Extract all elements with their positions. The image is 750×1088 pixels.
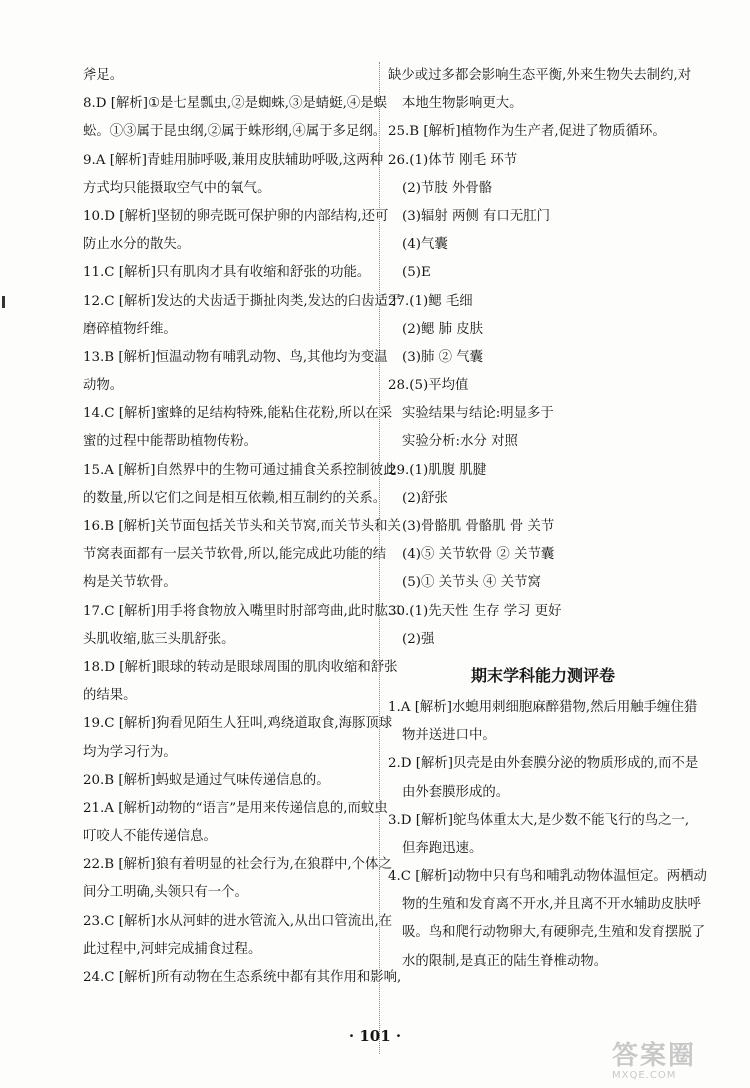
answer-30: 30.(1)先天性 生存 学习 更好 <box>388 603 562 619</box>
watermark-url: MXQE.COM <box>612 1070 677 1081</box>
text-line: 均为学习行为。 <box>83 744 177 760</box>
text-line: 水的限制,是真正的陆生脊椎动物。 <box>402 953 608 969</box>
sub-answer: (4)⑤ 关节软骨 ② 关节囊 <box>402 547 555 563</box>
answer-1: 1.A [解析]水螅用刺细胞麻醉猎物,然后用触手缠住猎 <box>388 699 698 715</box>
sub-answer: 实验结果与结论:明显多于 <box>402 406 554 422</box>
answer-25: 25.B [解析]植物作为生产者,促进了物质循环。 <box>388 124 666 140</box>
text-line: 方式均只能摄取空气中的氧气。 <box>83 180 271 196</box>
watermark-logo <box>612 1042 750 1088</box>
text-line: 物并送进口中。 <box>402 728 496 744</box>
answer-19: 19.C [解析]狗看见陌生人狂叫,鸡绕道取食,海豚顶球 <box>83 716 393 732</box>
text-line: 叮咬人不能传递信息。 <box>83 829 217 845</box>
sub-answer: (2)节肢 外骨骼 <box>402 180 493 196</box>
scan-edge-mark <box>2 296 5 308</box>
answer-8: 8.D [解析]①是七星瓢虫,②是蜘蛛,③是蜻蜓,④是蜈 <box>83 96 388 112</box>
sub-answer: (2)舒张 <box>402 490 448 506</box>
answer-28: 28.(5)平均值 <box>388 378 469 394</box>
text-line: 构是关节软骨。 <box>83 575 177 591</box>
text-line: 缺少或过多都会影响生态平衡,外来生物失去制约,对 <box>388 68 692 83</box>
sub-answer: (4)气囊 <box>402 237 448 253</box>
answer-15: 15.A [解析]自然界中的生物可通过捕食关系控制彼此 <box>83 462 397 478</box>
text-line: 防止水分的散失。 <box>83 237 191 253</box>
sub-answer: (2)鳃 肺 皮肤 <box>402 321 484 337</box>
page-number: · 101 · <box>348 1027 402 1045</box>
text-line: 节窝表面都有一层关节软骨,所以,能完成此功能的结 <box>83 547 387 563</box>
left-column <box>83 62 402 992</box>
answer-26: 26.(1)体节 刚毛 环节 <box>388 152 518 168</box>
right-column <box>388 62 707 976</box>
answer-27: 27.(1)鳃 毛细 <box>388 293 473 309</box>
answer-3: 3.D [解析]鸵鸟体重太大,是少数不能飞行的鸟之一, <box>388 812 690 828</box>
text-line: 本地生物影响更大。 <box>402 96 523 112</box>
answer-4: 4.C [解析]动物中只有鸟和哺乳动物体温恒定。两栖动 <box>388 869 707 885</box>
answer-24: 24.C [解析]所有动物在生态系统中都有其作用和影响, <box>83 970 402 985</box>
text-line: 动物。 <box>83 378 124 394</box>
answer-9: 9.A [解析]青蛙用肺呼吸,兼用皮肤辅助呼吸,这两种 <box>83 152 384 168</box>
sub-answer: (3)肺 ② 气囊 <box>402 349 484 365</box>
column-divider <box>379 62 380 1054</box>
answer-20: 20.B [解析]蚂蚁是通过气味传递信息的。 <box>83 772 330 788</box>
text-line: 蚣。①③属于昆虫纲,②属于蛛形纲,④属于多足纲。 <box>83 124 387 140</box>
sub-answer: (2)强 <box>402 631 435 647</box>
text-line: 物的生殖和发育离不开水,并且离不开水辅助皮肤呼 <box>402 897 701 913</box>
answer-17: 17.C [解析]用手将食物放入嘴里时肘部弯曲,此时肱二 <box>83 603 402 619</box>
sub-answer: (3)骨骼肌 骨骼肌 骨 关节 <box>402 519 555 534</box>
answer-13: 13.B [解析]恒温动物有哺乳动物、鸟,其他均为变温 <box>83 349 388 365</box>
sub-answer: (5)① 关节头 ④ 关节窝 <box>402 575 541 591</box>
sub-answer: (3)辐射 两侧 有口无肛门 <box>402 208 550 224</box>
text-line: 的数量,所以它们之间是相互依赖,相互制约的关系。 <box>83 490 387 506</box>
text-line: 但奔跑迅速。 <box>402 840 483 856</box>
answer-29: 29.(1)肌腹 肌腱 <box>388 462 487 478</box>
text-line: 的结果。 <box>83 688 137 704</box>
answer-10: 10.D [解析]坚韧的卵壳既可保护卵的内部结构,还可 <box>83 208 389 224</box>
answer-11: 11.C [解析]只有肌肉才具有收缩和舒张的功能。 <box>83 265 371 281</box>
text-line: 斧足。 <box>83 68 124 83</box>
answer-21: 21.A [解析]动物的“语言”是用来传递信息的,而蚊虫 <box>83 800 388 816</box>
answer-22: 22.B [解析]狼有着明显的社会行为,在狼群中,个体之 <box>83 857 392 873</box>
answer-23: 23.C [解析]水从河蚌的进水管流入,从出口管流出,在 <box>83 913 393 929</box>
answer-18: 18.D [解析]眼球的转动是眼球周围的肌肉收缩和舒张 <box>83 659 398 675</box>
text-line: 此过程中,河蚌完成捕食过程。 <box>83 941 262 957</box>
text-line: 磨碎植物纤维。 <box>83 321 177 337</box>
text-line: 由外套膜形成的。 <box>402 784 510 800</box>
sub-answer: 实验分析:水分 对照 <box>402 434 518 450</box>
text-line: 间分工明确,头领只有一个。 <box>83 885 248 901</box>
answer-14: 14.C [解析]蜜蜂的足结构特殊,能粘住花粉,所以在采 <box>83 406 393 422</box>
answer-16: 16.B [解析]关节面包括关节头和关节窝,而关节头和关 <box>83 519 401 534</box>
answer-2: 2.D [解析]贝壳是由外套膜分泌的物质形成的,而不是 <box>388 756 699 772</box>
text-line: 蜜的过程中能帮助植物传粉。 <box>83 434 258 450</box>
section-title: 期末学科能力测评卷 <box>470 665 615 685</box>
watermark-text: 答案圈 <box>612 1041 697 1071</box>
sub-answer: (5)E <box>402 265 431 281</box>
text-line: 头肌收缩,肱三头肌舒张。 <box>83 631 235 647</box>
answer-12: 12.C [解析]发达的犬齿适于撕扯肉类,发达的臼齿适于 <box>83 293 402 309</box>
text-line: 吸。鸟和爬行动物卵大,有硬卵壳,生殖和发育摆脱了 <box>402 925 706 941</box>
